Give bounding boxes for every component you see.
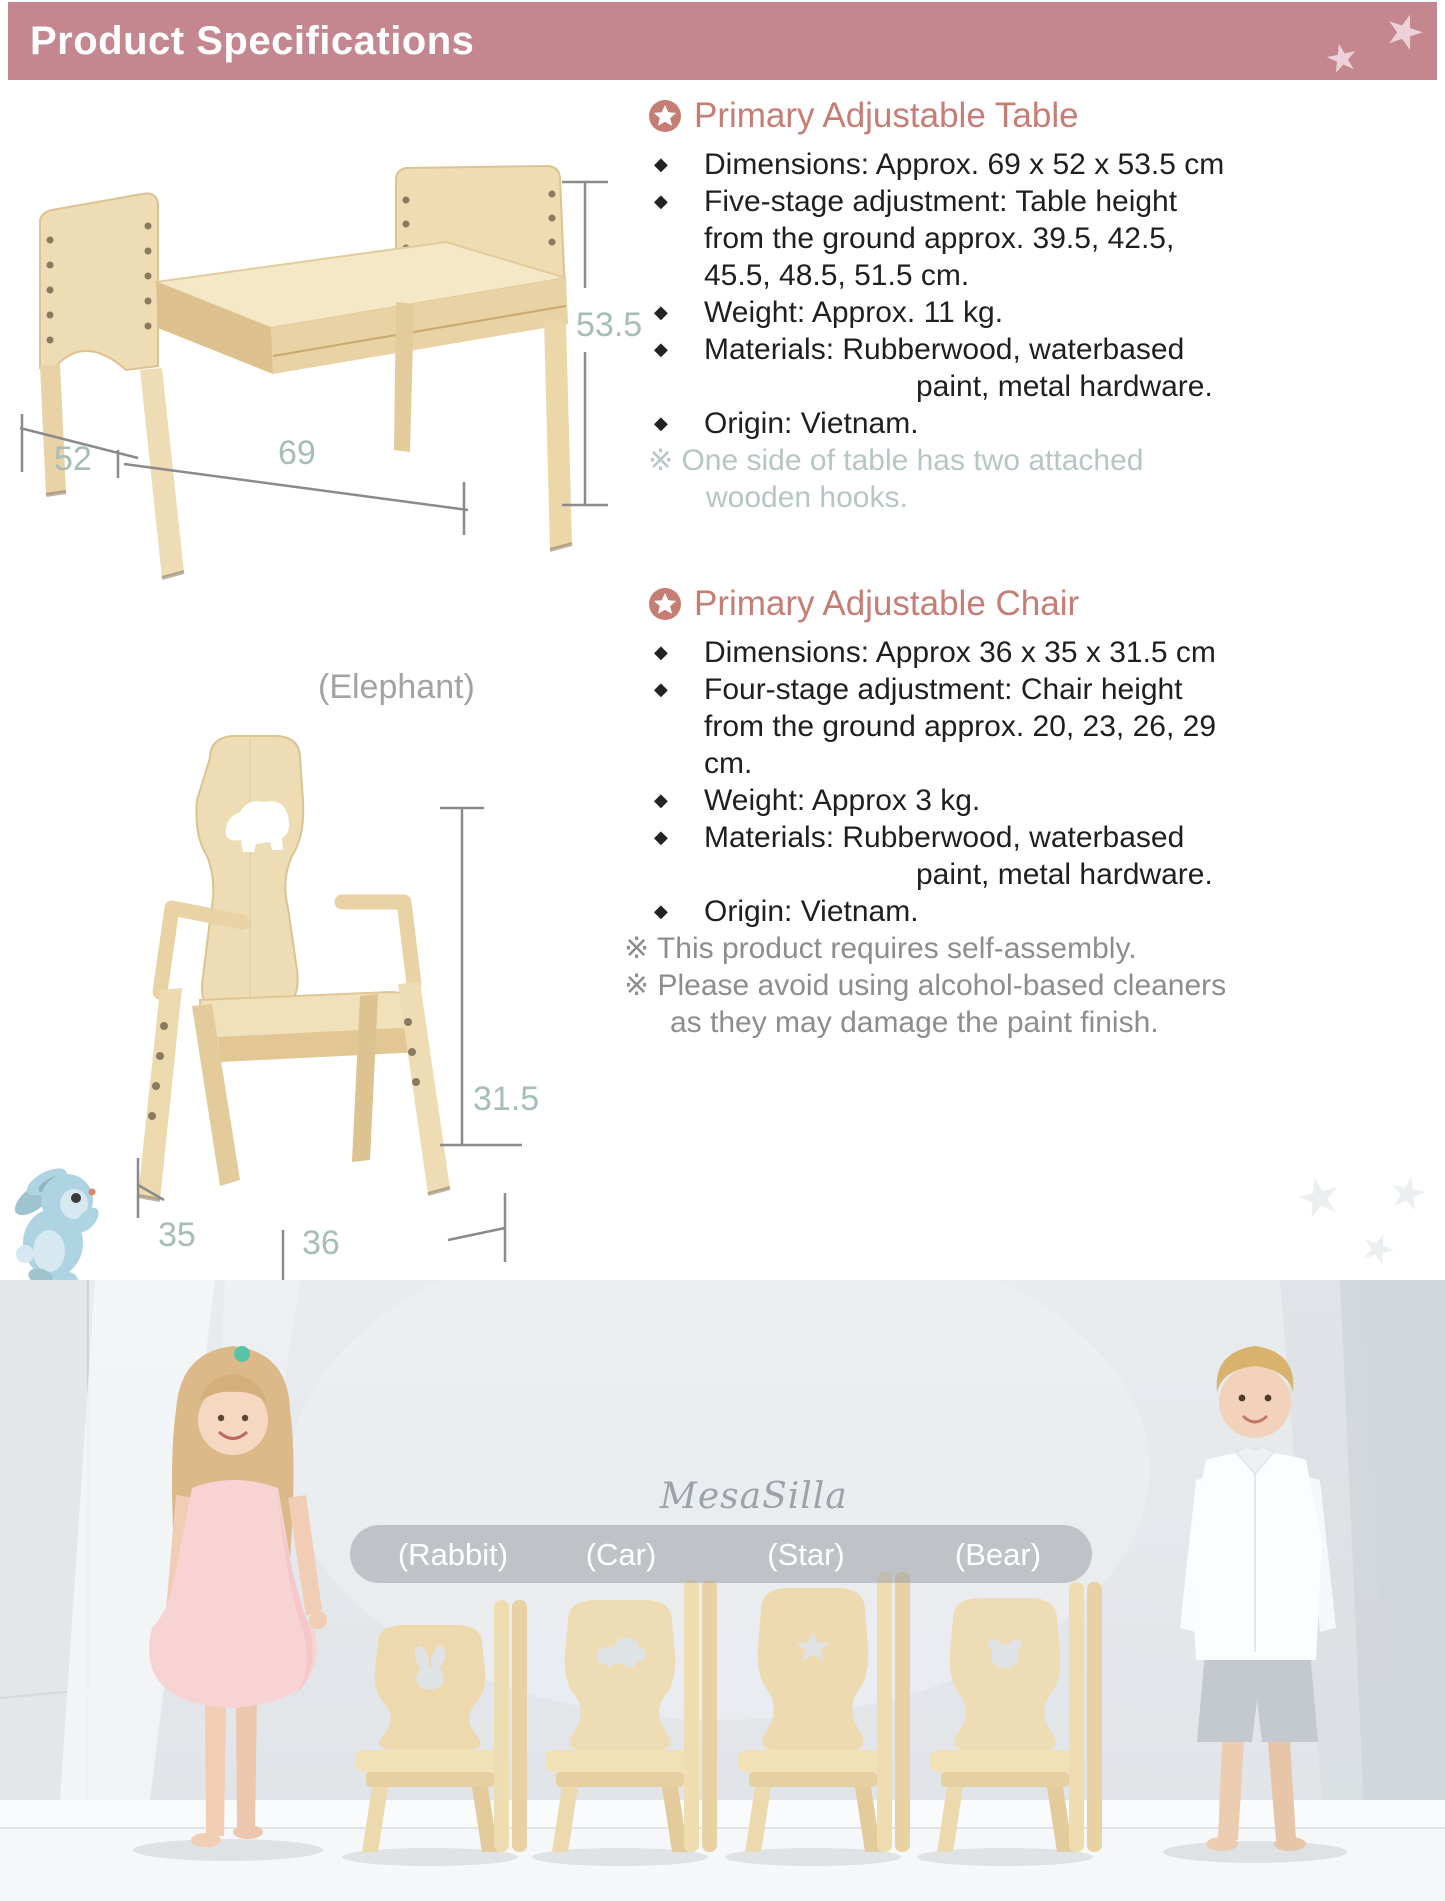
spec-bullet [648, 819, 1445, 893]
spec-line: Weight: Approx 3 kg. [704, 784, 981, 817]
table-width-label: 69 [278, 434, 316, 472]
leg-feet [138, 1188, 450, 1200]
chair-leg [398, 982, 450, 1194]
chair-heading-text: Primary Adjustable Chair [694, 584, 1080, 623]
table-diagram [6, 120, 666, 580]
diamond-bullet-icon: ◆ [654, 901, 668, 921]
chair-depth-label: 35 [158, 1216, 196, 1254]
leg-feet [46, 492, 572, 578]
table-left-panel [40, 194, 158, 371]
table-section-heading [648, 96, 1445, 136]
spec-line: Origin: Vietnam. [704, 895, 919, 928]
star-icon: ★ [1321, 34, 1364, 84]
spec-bullet [648, 634, 1445, 671]
table-height-label: 53.5 [576, 306, 643, 344]
diamond-bullet-icon: ◆ [654, 679, 668, 699]
label-bear: (Bear) [954, 1537, 1042, 1572]
spec-line: cm. [704, 747, 753, 780]
table-leg [544, 318, 572, 550]
chair-width-label: 36 [302, 1224, 340, 1262]
spec-bullet [648, 331, 1445, 405]
spec-line: paint, metal hardware. [916, 370, 1213, 403]
table-note: ※ One side of table has two attached wooden hooks. [648, 444, 1144, 514]
table-depth-label: 52 [54, 440, 92, 478]
spec-line: from the ground approx. 39.5, 42.5, [704, 222, 1175, 255]
diamond-bullet-icon: ◆ [654, 339, 668, 359]
spec-bullet [648, 183, 1445, 294]
diamond-bullet-icon: ◆ [654, 191, 668, 211]
label-star: (Star) [767, 1537, 845, 1572]
star-circle-icon [648, 587, 682, 621]
spec-line: Dimensions: Approx 36 x 35 x 31.5 cm [704, 636, 1216, 669]
header-bar [8, 0, 1437, 84]
chair-variant-label: (Elephant) [318, 668, 475, 706]
star-icon: ★ [1383, 1165, 1433, 1222]
spec-bullet [648, 893, 1445, 930]
table-leg [394, 302, 414, 452]
label-car: (Car) [585, 1537, 657, 1572]
star-icon: ★ [1353, 1222, 1403, 1276]
diamond-bullet-icon: ◆ [654, 302, 668, 322]
bunny-mascot [5, 1158, 120, 1288]
spec-line: Weight: Approx. 11 kg. [704, 296, 1004, 329]
spec-bullet [648, 671, 1445, 782]
diamond-bullet-icon: ◆ [654, 790, 668, 810]
spec-bullet [648, 294, 1445, 331]
chair-diagram [60, 640, 620, 1300]
spec-line: from the ground approx. 20, 23, 26, 29 [704, 710, 1217, 743]
spec-line: 45.5, 48.5, 51.5 cm. [704, 259, 970, 292]
chair-height-label: 31.5 [473, 1080, 540, 1118]
spec-line: Materials: Rubberwood, waterbased [704, 821, 1185, 854]
chair-leg [138, 988, 182, 1200]
spec-line: Materials: Rubberwood, waterbased [704, 333, 1185, 366]
spec-line: Origin: Vietnam. [704, 407, 919, 440]
lifestyle-photo [0, 1280, 1445, 1901]
diamond-bullet-icon: ◆ [654, 154, 668, 174]
table-spec-section [648, 96, 1445, 516]
chair-section-heading [648, 584, 1445, 624]
table-heading-text: Primary Adjustable Table [694, 96, 1079, 135]
diamond-bullet-icon: ◆ [654, 413, 668, 433]
spec-line: Four-stage adjustment: Chair height [704, 673, 1183, 706]
page-title: Product Specifications [30, 19, 475, 63]
spec-line: Five-stage adjustment: Table height [704, 185, 1178, 218]
star-icon: ★ [1376, 0, 1433, 63]
spec-line: paint, metal hardware. [916, 858, 1213, 891]
diamond-bullet-icon: ◆ [654, 642, 668, 662]
brand-watermark: MesaSilla [660, 1476, 848, 1517]
chair-spec-section [624, 584, 1445, 1041]
spec-bullet [648, 146, 1445, 183]
label-rabbit: (Rabbit) [397, 1537, 509, 1572]
diamond-bullet-icon: ◆ [654, 827, 668, 847]
chair-notes: ※ This product requires self-assembly. ※ Please avoid using alcohol-based cleaners as they may damage the paint finish. [624, 932, 1227, 1039]
spec-bullet [648, 782, 1445, 819]
star-icon: ★ [1289, 1164, 1349, 1232]
spec-line: Dimensions: Approx. 69 x 52 x 53.5 cm [704, 148, 1225, 181]
table-leg [140, 368, 184, 578]
star-circle-icon [648, 99, 682, 133]
spec-bullet [648, 405, 1445, 442]
